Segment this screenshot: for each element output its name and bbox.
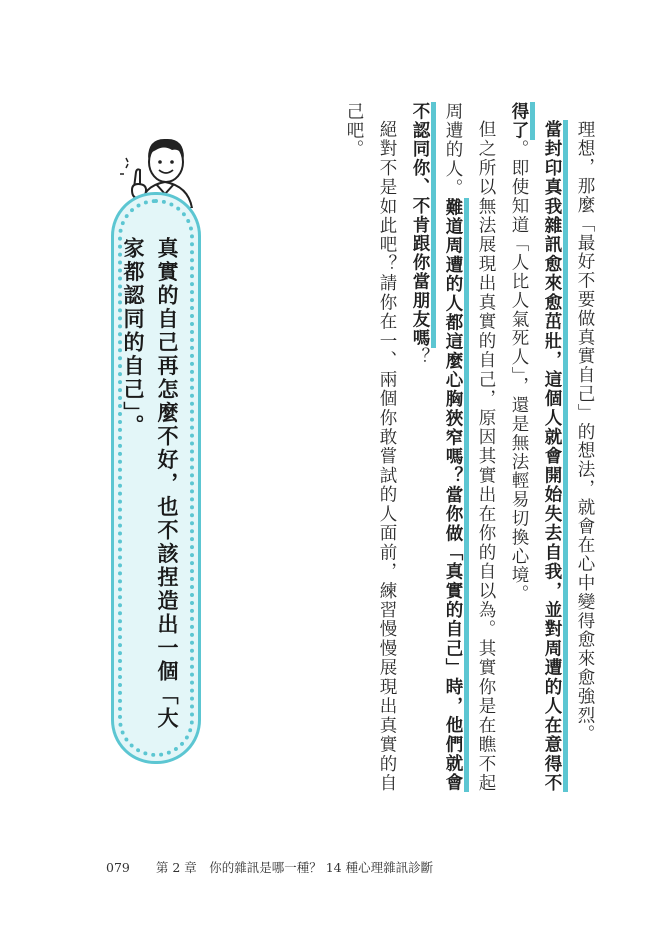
text-segment: 。即使知道「人比人氣死人」，還是無法輕易切換心境。	[509, 139, 529, 604]
paragraph	[568, 102, 601, 792]
text-segment: 但之所以無法展現出真實的自己，原因其實出在你的自以為。其實你是在瞧不起周遭的人。	[443, 102, 496, 792]
page-number: 079	[106, 860, 130, 875]
paragraph	[403, 102, 502, 792]
highlighted-text: 當封印真我雜訊愈來愈茁壯，這個人就會開始失去自我，並對周遭的人在意得不得了	[509, 102, 568, 792]
body-text	[181, 102, 601, 792]
paragraph	[502, 102, 568, 792]
callout-text: 真實的自己再怎麼不好，也不該捏造出一個「大家都認同的自己」。	[121, 237, 179, 731]
highlighted-text: 難道周遭的人都這麼心胸狹窄嗎？當你做「真實的自己」時，他們就會不認同你、不肯跟你當朋友嗎	[410, 102, 469, 792]
text-segment: 絕對不是如此吧？請你在一、兩個你敢嘗試的人面前，練習慢慢展現出真實的自己吧。	[344, 102, 397, 792]
chapter-title: 第 2 章 你的雜訊是哪一種？ 14 種心理雜訊診斷	[155, 860, 434, 875]
callout-box	[111, 192, 201, 764]
text-segment: ？	[410, 347, 430, 367]
paragraph	[337, 102, 403, 792]
text-segment: 理想，那麼「最好不要做真實自己」的想法，就會在心中變得愈來愈強烈。	[575, 119, 595, 744]
page-footer	[106, 858, 433, 876]
